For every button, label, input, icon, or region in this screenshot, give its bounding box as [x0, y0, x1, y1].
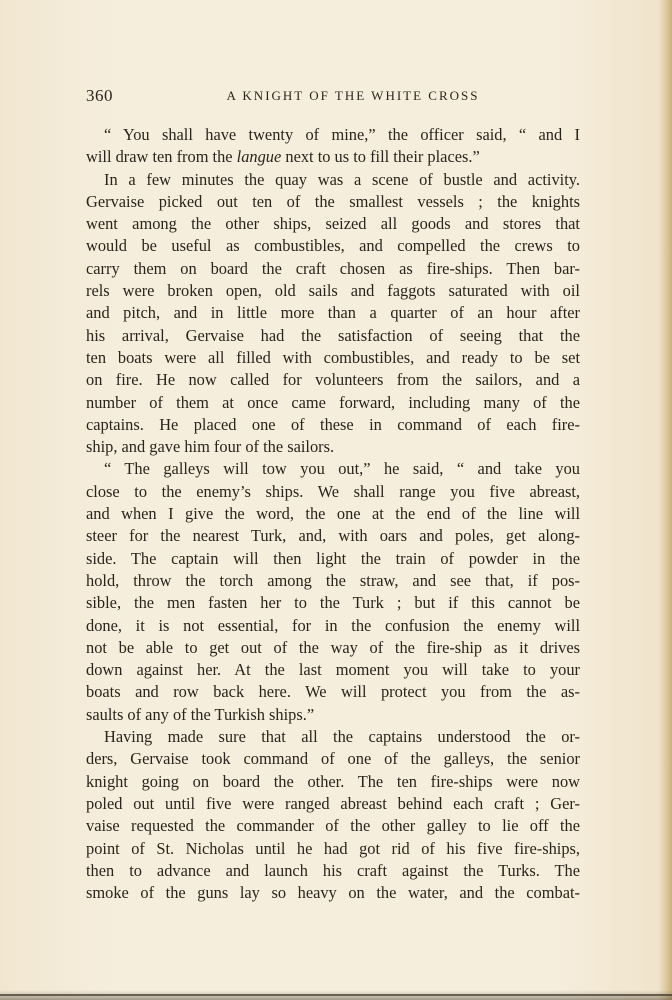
- text-line: “ The galleys will tow you out,” he said, “ and take you: [104, 459, 580, 479]
- text-line: knight going on board the other. The ten fire-ships were now: [86, 771, 580, 791]
- text-line: poled out until five were ranged abreast behind each craft ; Ger-: [86, 793, 580, 813]
- text-line: would be useful as combustibles, and compelled the crews to: [86, 236, 580, 256]
- text-line: done, it is not essential, for in the confusion the enemy will: [86, 615, 580, 635]
- text-line: sible, the men fasten her to the Turk ; but if this cannot be: [86, 593, 580, 613]
- text-line: Having made sure that all the captains understood the or-: [104, 727, 580, 747]
- italic-word: langue: [236, 147, 282, 167]
- text-line: saults of any of the Turkish ships.”: [86, 704, 315, 724]
- page-bottom-rule: [0, 994, 672, 996]
- text-line: point of St. Nicholas until he had got rid of his five fire-ships,: [86, 838, 580, 858]
- text-line: and when I give the word, the one at the end of the line will: [86, 504, 580, 524]
- text-line: not be able to get out of the way of the fire-ship as it drives: [86, 637, 580, 657]
- text-line: In a few minutes the quay was a scene of bustle and activity.: [104, 169, 580, 189]
- text-line: down against her. At the last moment you will take to your: [86, 660, 580, 680]
- text-line: ders, Gervaise took command of one of the galleys, the senior: [86, 749, 580, 769]
- page-edge-shadow: [658, 0, 672, 1000]
- text-line: and pitch, and in little more than a quarter of an hour after: [86, 303, 580, 323]
- text-segment: next to us to fill their places.”: [281, 147, 480, 167]
- text-line: hold, throw the torch among the straw, and see that, if pos-: [86, 570, 580, 590]
- page-number: 360: [86, 86, 113, 105]
- text-line: carry them on board the craft chosen as fire-ships. Then bar-: [86, 258, 580, 278]
- text-line: “ You shall have twenty of mine,” the officer said, “ and I: [104, 125, 580, 144]
- text-line: rels were broken open, old sails and faggots saturated with oil: [86, 281, 580, 301]
- text-line: number of them at once came forward, including many of the: [86, 392, 580, 412]
- text-line: steer for the nearest Turk, and, with oars and poles, get along-: [86, 526, 580, 546]
- text-line: close to the enemy’s ships. We shall range you five abreast,: [86, 481, 580, 501]
- text-line: vaise requested the commander of the other galley to lie off the: [86, 816, 580, 836]
- text-line: ship, and gave him four of the sailors.: [86, 437, 335, 457]
- text-line: side. The captain will then light the train of powder in the: [86, 548, 580, 568]
- text-line: [86, 146, 580, 168]
- text-line: his arrival, Gervaise had the satisfaction of seeing that the: [86, 325, 580, 345]
- text-line: boats and row back here. We will protect you from the as-: [86, 682, 580, 702]
- text-line: ten boats were all filled with combustibles, and ready to be set: [86, 347, 580, 367]
- text-line: then to advance and launch his craft against the Turks. The: [86, 860, 580, 880]
- text-line: on fire. He now called for volunteers from the sailors, and a: [86, 370, 580, 390]
- text-segment: will draw ten from the: [86, 147, 237, 167]
- page-header: [86, 86, 580, 108]
- text-line: captains. He placed one of these in command of each fire-: [86, 414, 580, 434]
- running-head: A KNIGHT OF THE WHITE CROSS: [226, 88, 480, 103]
- text-line: smoke of the guns lay so heavy on the water, and the combat-: [86, 883, 580, 903]
- text-line: Gervaise picked out ten of the smallest vessels ; the knights: [86, 191, 580, 211]
- body-text: [86, 124, 580, 904]
- text-line: went among the other ships, seized all goods and stores that: [86, 214, 580, 234]
